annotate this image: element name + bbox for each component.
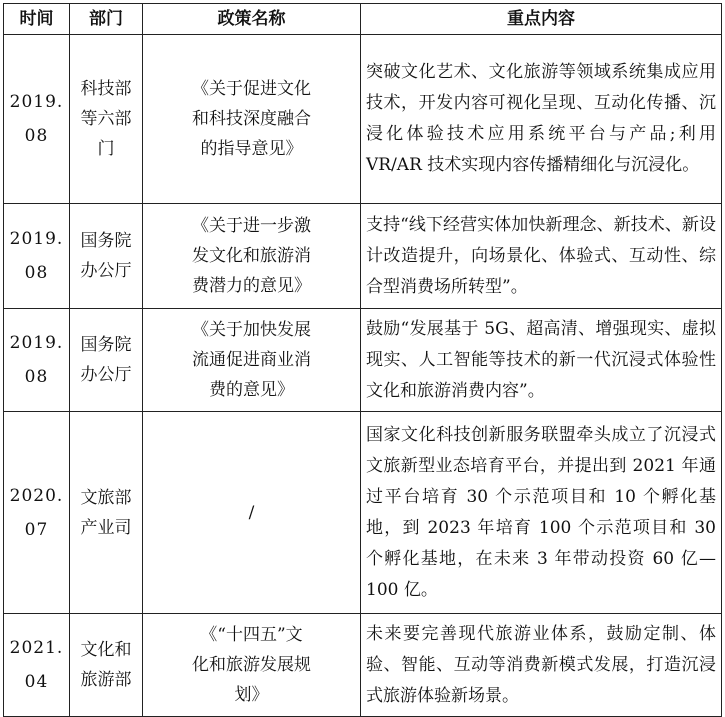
header-row [4,4,722,35]
policy-name-cell: 《关于促进文化 和科技深度融合 的指导意见》 [143,35,361,204]
header-department: 部门 [70,4,143,35]
date-cell: 2019. 08 [4,204,70,309]
department-cell: 科技部 等六部 门 [70,35,143,204]
date-cell: 2019. 08 [4,35,70,204]
policy-name-cell: 《关于进一步激 发文化和旅游消 费潜力的意见》 [143,204,361,309]
key-content-cell: 未来要完善现代旅游业体系，鼓励定制、体验、智能、互动等消费新模式发展，打造沉浸式旅游体验新场景。 [361,614,722,717]
policy-name-cell: / [143,412,361,614]
key-content-cell: 突破文化艺术、文化旅游等领域系统集成应用技术，开发内容可视化呈现、互动化传播、沉浸化体验技术应用系统平台与产品;利用 VR/AR 技术实现内容传播精细化与沉浸化。 [361,35,722,204]
table-row [4,614,722,717]
header-time: 时间 [4,4,70,35]
key-content-cell: 鼓励“发展基于 5G、超高清、增强现实、虚拟现实、人工智能等技术的新一代沉浸式体验性文化和旅游消费内容”。 [361,309,722,412]
department-cell: 国务院 办公厅 [70,204,143,309]
policy-table [3,3,722,717]
table-row [4,412,722,614]
policy-name-cell: 《“十四五”文 化和旅游发展规 划》 [143,614,361,717]
table-row [4,309,722,412]
department-cell: 文旅部 产业司 [70,412,143,614]
key-content-cell: 国家文化科技创新服务联盟牵头成立了沉浸式文旅新型业态培育平台，并提出到 2021 年通过平台培育 30 个示范项目和 10 个孵化基地，到 2023 年培育 100 个示范项目和 30 个孵化基地，在未来 3 年带动投资 60 亿—100 亿。 [361,412,722,614]
date-cell: 2019. 08 [4,309,70,412]
header-policy-name: 政策名称 [143,4,361,35]
table-row [4,204,722,309]
department-cell: 文化和 旅游部 [70,614,143,717]
department-cell: 国务院 办公厅 [70,309,143,412]
date-cell: 2020. 07 [4,412,70,614]
table-row [4,35,722,204]
date-cell: 2021. 04 [4,614,70,717]
header-key-content: 重点内容 [361,4,722,35]
policy-name-cell: 《关于加快发展 流通促进商业消 费的意见》 [143,309,361,412]
key-content-cell: 支持“线下经营实体加快新理念、新技术、新设计改造提升，向场景化、体验式、互动性、综合型消费场所转型”。 [361,204,722,309]
